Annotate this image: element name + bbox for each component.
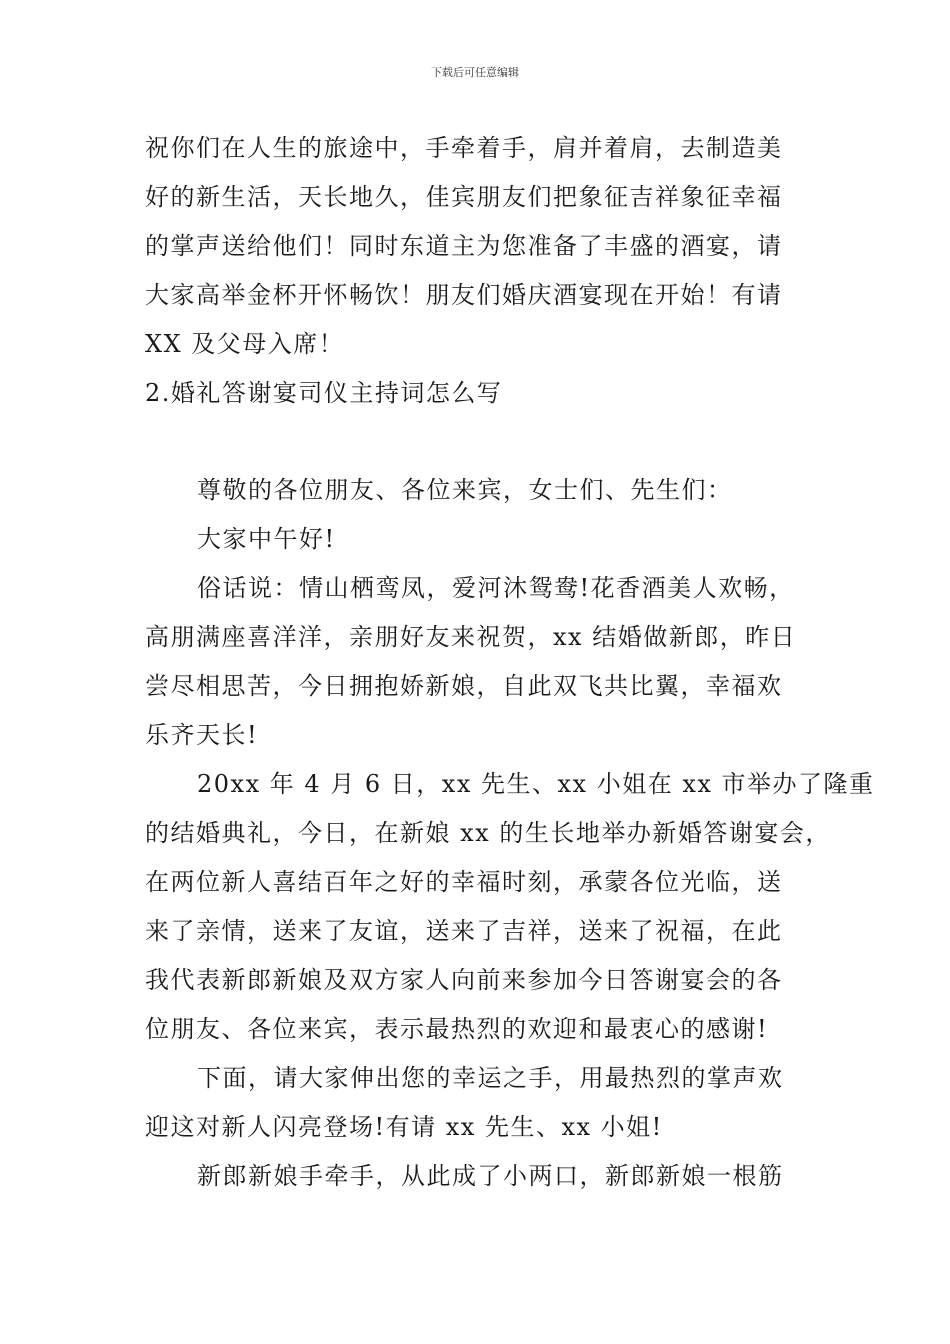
greeting-line: 尊敬的各位朋友、各位来宾，女士们、先生们： xyxy=(197,476,733,504)
document-body xyxy=(145,124,875,1201)
text-line: 好的新生活，天长地久，佳宾朋友们把象征吉祥象征幸福 xyxy=(145,183,783,211)
text-line: XX 及父母入席！ xyxy=(145,330,345,358)
text-line: 20xx 年 4 月 6 日，xx 先生、xx 小姐在 xx 市举办了隆重 xyxy=(197,770,875,798)
text-line: 俗话说：情山栖鸾凤，爱河沐鸳鸯!花香酒美人欢畅， xyxy=(197,574,795,602)
hello-line: 大家中午好! xyxy=(197,525,336,553)
text-line: 迎这对新人闪亮登场!有请 xx 先生、xx 小姐! xyxy=(145,1113,663,1141)
blank-line xyxy=(145,418,810,466)
text-line: 大家高举金杯开怀畅饮！朋友们婚庆酒宴现在开始！有请 xyxy=(145,281,783,309)
text-line: 尝尽相思苦，今日拥抱娇新娘，自此双飞共比翼，幸福欢 xyxy=(145,672,783,700)
text-line: 位朋友、各位来宾，表示最热烈的欢迎和最衷心的感谢! xyxy=(145,1015,769,1043)
text-line: 祝你们在人生的旅途中，手牵着手，肩并着肩，去制造美 xyxy=(145,134,783,162)
text-line: 乐齐天长! xyxy=(145,721,259,749)
text-line: 的结婚典礼，今日，在新娘 xx 的生长地举办新婚答谢宴会， xyxy=(145,819,831,847)
text-line: 的掌声送给他们！同时东道主为您准备了丰盛的酒宴，请 xyxy=(145,232,783,260)
text-line: 来了亲情，送来了友谊，送来了吉祥，送来了祝福，在此 xyxy=(145,917,783,945)
text-line: 下面，请大家伸出您的幸运之手，用最热烈的掌声欢 xyxy=(197,1064,784,1092)
page-header-note: 下载后可任意编辑 xyxy=(431,66,519,79)
text-line: 在两位新人喜结百年之好的幸福时刻，承蒙各位光临，送 xyxy=(145,868,783,896)
section-heading: 2.婚礼答谢宴司仪主持词怎么写 xyxy=(145,379,503,407)
text-line: 新郎新娘手牵手，从此成了小两口，新郎新娘一根筋 xyxy=(197,1162,784,1190)
text-line: 高朋满座喜洋洋，亲朋好友来祝贺，xx 结婚做新郎，昨日 xyxy=(145,623,797,651)
text-line: 我代表新郎新娘及双方家人向前来参加今日答谢宴会的各 xyxy=(145,966,783,994)
